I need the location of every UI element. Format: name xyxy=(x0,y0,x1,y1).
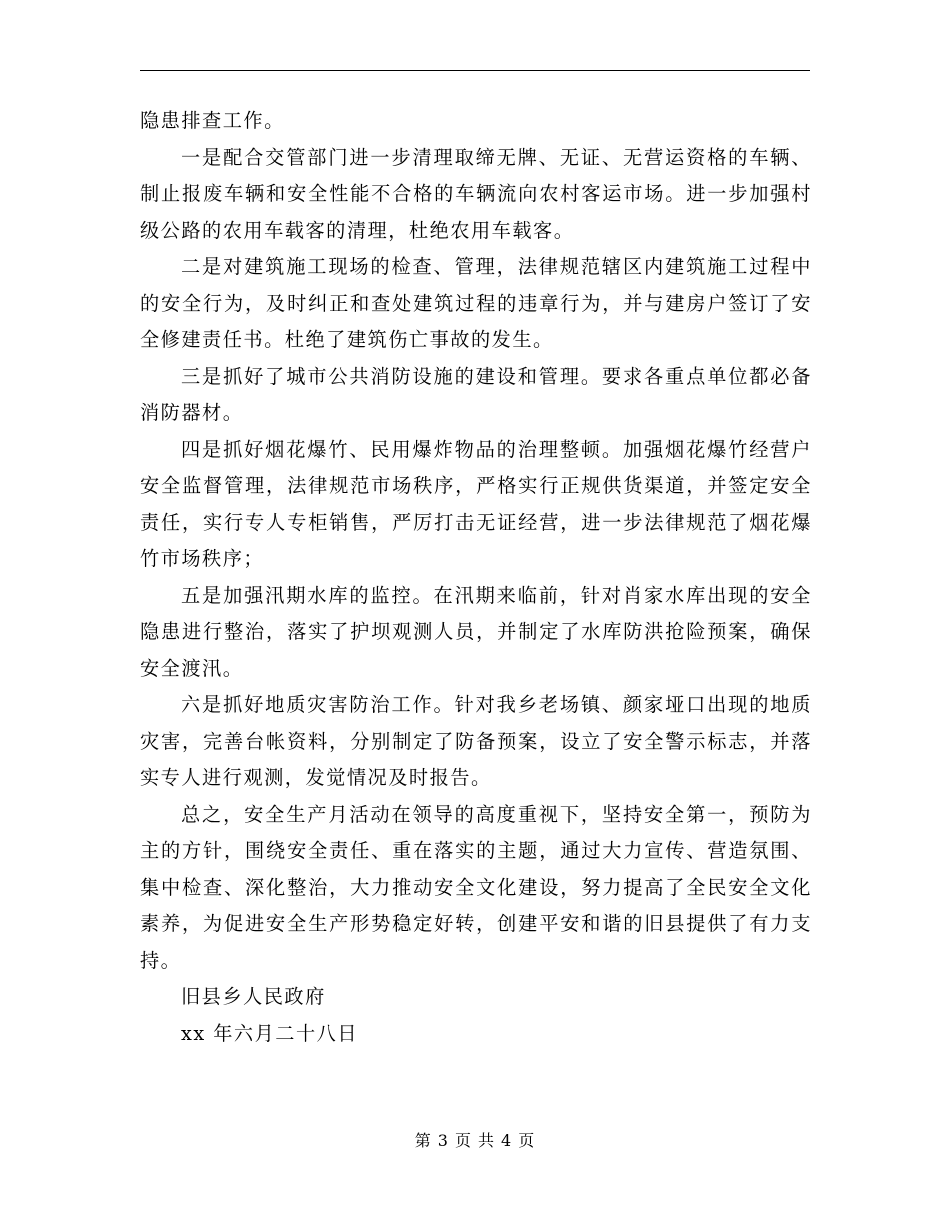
paragraph-item-4: 四是抓好烟花爆竹、民用爆炸物品的治理整顿。加强烟花爆竹经营户安全监督管理，法律规范市场秩序，严格实行正规供货渠道，并签定安全责任，实行专人专柜销售，严厉打击无证经营，进一步法律规范了烟花爆竹市场秩序； xyxy=(140,437,812,570)
page-footer xyxy=(0,1128,950,1151)
document-body xyxy=(140,103,812,1052)
footer-middle: 页 共 xyxy=(454,1131,496,1150)
paragraph-summary: 总之，安全生产月活动在领导的高度重视下，坚持安全第一，预防为主的方针，围绕安全责任、重在落实的主题，通过大力宣传、营造氛围、集中检查、深化整治，大力推动安全文化建设，努力提高了全民安全文化素养，为促进安全生产形势稳定好转，创建平安和谐的旧县提供了有力支持。 xyxy=(140,802,812,972)
paragraph-item-6: 六是抓好地质灾害防治工作。针对我乡老场镇、颜家垭口出现的地质灾害，完善台帐资料，分别制定了防备预案，设立了安全警示标志，并落实专人进行观测，发觉情况及时报告。 xyxy=(140,693,812,789)
footer-suffix: 页 xyxy=(518,1131,536,1150)
header-rule xyxy=(140,70,810,71)
paragraph-continuation: 隐患排查工作。 xyxy=(140,109,285,132)
paragraph-item-2: 二是对建筑施工现场的检查、管理，法律规范辖区内建筑施工过程中的安全行为，及时纠正和查处建筑过程的违章行为，并与建房户签订了安全修建责任书。杜绝了建筑伤亡事故的发生。 xyxy=(140,255,812,351)
signature-date: xx 年六月二十八日 xyxy=(181,1021,359,1045)
paragraph-item-3: 三是抓好了城市公共消防设施的建设和管理。要求各重点单位都必备消防器材。 xyxy=(140,364,812,424)
paragraph-item-5: 五是加强汛期水库的监控。在汛期来临前，针对肖家水库出现的安全隐患进行整治，落实了护坝观测人员，并制定了水库防洪抢险预案，确保安全渡汛。 xyxy=(140,583,812,680)
footer-prefix: 第 xyxy=(414,1131,432,1150)
footer-total-pages: 4 xyxy=(501,1131,513,1150)
paragraph-item-1: 一是配合交管部门进一步清理取缔无牌、无证、无营运资格的车辆、制止报废车辆和安全性能不合格的车辆流向农村客运市场。进一步加强村级公路的农用车载客的清理，杜绝农用车载客。 xyxy=(140,145,812,242)
footer-current-page: 3 xyxy=(437,1131,449,1150)
signature-organization: 旧县乡人民政府 xyxy=(181,985,326,1008)
